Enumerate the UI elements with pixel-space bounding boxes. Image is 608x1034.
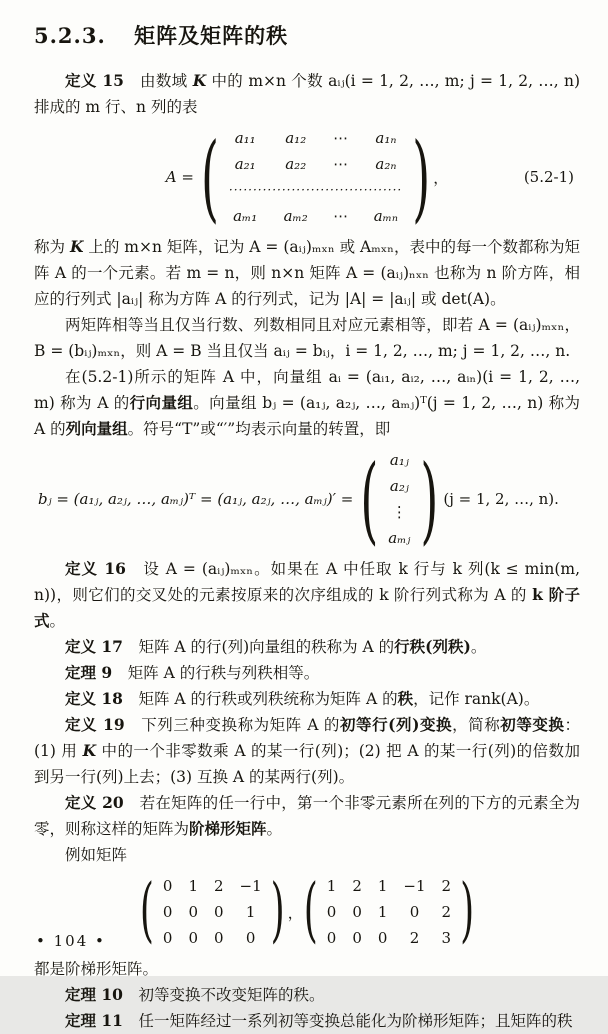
equation-comma: ，: [433, 168, 449, 187]
text-run: 中的 m×n 个数 aᵢⱼ(i = 1, 2, …, m; j = 1, 2, …, n) 排成的 m 行、n 列的表: [34, 72, 580, 116]
matrix-cell: −1: [239, 877, 262, 895]
matrix-cell: 0: [409, 903, 420, 921]
matrix-cell: aₘ₁: [233, 207, 258, 225]
text-run: ，记作 rank(A)。: [413, 690, 540, 708]
matrix-separator: ，: [287, 903, 303, 922]
matrix-cell: ⋯: [333, 207, 349, 225]
equation-rhs: (j = 1, 2, …, n).: [443, 490, 559, 508]
text-run: k 阶子式: [34, 585, 580, 630]
matrix-cell: 0: [326, 903, 337, 921]
text-run: K: [69, 237, 84, 256]
text-run: 。: [470, 638, 487, 656]
text-run: 初等变换: [500, 715, 565, 734]
text-run: 行秩(列秩): [394, 637, 471, 656]
matrix-cell: ····································: [228, 183, 403, 197]
text-run: 初等变换不改变矩阵的秩。: [122, 986, 325, 1004]
paragraph-definition-15: [34, 68, 580, 120]
matrix-table: [319, 873, 459, 951]
text-run: 定义 20: [65, 793, 124, 812]
matrix-cell: aₘ₂: [283, 207, 308, 225]
text-run: 两矩阵相等当且仅当行数、列数相同且对应元素相等，即若 A = (aᵢⱼ)ₘₓₙ，B = (bᵢⱼ)ₘₓₙ，则 A = B 当且仅当 aᵢⱼ = bᵢⱼ，i = 1, 2, …, m; j = 1, 2, …, n.: [34, 316, 580, 360]
text-run: 初等行(列)变换: [340, 715, 453, 734]
text-run: 。: [49, 612, 66, 630]
equation-lhs: bⱼ = (a₁ⱼ, a₂ⱼ, …, aₘⱼ)ᵀ = (a₁ⱼ, a₂ⱼ, …, aₘⱼ)′ =: [38, 490, 354, 508]
matrix-cell: a₂ⱼ: [389, 477, 409, 495]
section-number: 5.2.3.: [34, 23, 106, 48]
text-run: 矩阵 A 的行秩与列秩相等。: [112, 664, 320, 682]
text-run: 下列三种变换称为矩阵 A 的: [124, 716, 340, 734]
left-paren: (: [200, 121, 219, 233]
matrix-cell: a₁₁: [234, 129, 256, 147]
section-title: 矩阵及矩阵的秩: [134, 23, 289, 48]
echelon-matrix-1: [155, 873, 270, 951]
text-run: 列向量组: [65, 419, 128, 438]
text-run: 。: [266, 820, 283, 838]
equation-echelon-examples: [34, 873, 580, 951]
page-number: • 104 •: [36, 932, 106, 950]
matrix-cell: 0: [352, 929, 362, 947]
matrix-cell: 0: [162, 903, 173, 921]
text-run: 定义 18: [65, 689, 123, 708]
paragraph-theorem-10: [34, 982, 580, 1008]
text-run: 。符号“T”或“′”均表示向量的转置，即: [127, 420, 391, 438]
text-run: 例如矩阵: [65, 846, 128, 864]
text-run: 中的一个非零数乘 A 的某一行(列)；(2) 把 A 的某一行(列)的倍数加到另一行(列)上去；(3) 互换 A 的某两行(列)。: [34, 742, 580, 786]
right-paren: ): [270, 871, 285, 951]
matrix-cell: 2: [409, 929, 420, 947]
text-run: 定理 11: [65, 1011, 123, 1030]
paragraph-definition-19: [34, 712, 580, 790]
text-run: 设 A = (aᵢⱼ)ₘₓₙ。如果在 A 中任取 k 行与 k 列(k ≤ min(m, n))，则它们的交叉处的元素按原来的次序组成的 k 阶行列式称为 A 的: [34, 560, 580, 604]
matrix-cell: 2: [441, 877, 452, 895]
section-heading: [34, 20, 580, 50]
matrix-cell: 0: [162, 929, 173, 947]
matrix-cell: 1: [377, 877, 388, 895]
matrix-cell: aₘⱼ: [388, 529, 411, 547]
matrix-cell: a₂₂: [285, 155, 307, 173]
right-paren: ): [460, 871, 475, 951]
equation-column-vector: [34, 443, 580, 555]
matrix-table: [379, 447, 419, 551]
paragraph-definition-20: [34, 790, 580, 842]
paragraph-theorem-9: [34, 660, 580, 686]
paragraph-theorem-11: [34, 1008, 580, 1034]
paragraph-definition-16: [34, 556, 580, 634]
right-paren: ): [420, 443, 439, 555]
matrix-cell: ⋯: [333, 129, 349, 147]
text-run: 在(5.2-1)所示的矩阵 A 中，向量组 aᵢ = (aᵢ₁, aᵢ₂, …, aᵢₙ)(i = 1, 2, …, m) 称为 A 的: [34, 368, 580, 412]
matrix-cell: 1: [188, 877, 198, 895]
paragraph-matrix-equality: [34, 312, 580, 364]
text-run: K: [192, 71, 207, 90]
paragraph-definition-18: [34, 686, 580, 712]
matrix-cell: 1: [377, 903, 388, 921]
matrix-cell: 0: [352, 903, 362, 921]
matrix-cell: aₘₙ: [373, 207, 399, 225]
paragraph-example-intro: [34, 842, 580, 868]
matrix-cell: −1: [403, 877, 426, 895]
text-run: 定义 16: [65, 559, 126, 578]
text-run: 定义 17: [65, 637, 123, 656]
paragraph-row-column-vectors: [34, 364, 580, 442]
text-run: 定理 9: [65, 663, 113, 682]
matrix-table: [155, 873, 270, 951]
matrix-cell: a₂ₙ: [375, 155, 397, 173]
text-run: 秩: [397, 689, 414, 708]
matrix-cell: ⋯: [333, 155, 349, 173]
right-paren: ): [412, 121, 431, 233]
matrix-cell: 0: [162, 877, 173, 895]
matrix-a-general: [220, 125, 411, 229]
matrix-cell: a₂₁: [234, 155, 256, 173]
text-run: ，简称: [452, 716, 501, 734]
equation-tag: (5.2-1): [523, 168, 574, 186]
text-run: 行向量组: [129, 393, 194, 412]
left-paren: (: [303, 871, 318, 951]
text-run: 阶梯形矩阵: [189, 819, 267, 838]
text-run: 。向量组 bⱼ = (a₁ⱼ, a₂ⱼ, …, aₘⱼ)ᵀ(j = 1, 2, …, n) 称为 A 的: [34, 394, 580, 438]
text-run: 都是阶梯形矩阵。: [34, 960, 159, 978]
matrix-cell: a₁ₙ: [375, 129, 397, 147]
matrix-cell: 2: [214, 877, 224, 895]
matrix-cell: 3: [441, 929, 452, 947]
matrix-cell: a₁ⱼ: [389, 451, 409, 469]
text-run: ：(1) 用: [34, 716, 580, 760]
matrix-cell: 1: [245, 903, 256, 921]
text-run: 上的 m×n 矩阵，记为 A = (aᵢⱼ)ₘₓₙ 或 Aₘₓₙ，表中的每一个数都称为矩阵 A 的一个元素。若 m = n，则 n×n 矩阵 A = (aᵢⱼ)ₙₓₙ 也称为 n 阶方阵，相应的行列式 |aᵢⱼ| 称为方阵 A 的行列式，记为 |A| = |aᵢⱼ| 或 det(A)。: [34, 238, 580, 308]
matrix-cell: 0: [245, 929, 256, 947]
matrix-cell: 1: [326, 877, 337, 895]
matrix-cell: 0: [188, 929, 198, 947]
text-run: 矩阵 A 的行(列)向量组的秩称为 A 的: [122, 638, 395, 656]
matrix-cell: 0: [377, 929, 388, 947]
matrix-cell: a₁₂: [285, 129, 307, 147]
text-run: 由数域: [123, 72, 193, 90]
text-run: 定义 19: [65, 715, 125, 734]
matrix-cell: 0: [214, 929, 224, 947]
text-run: 称为: [34, 238, 70, 256]
left-paren: (: [360, 443, 379, 555]
matrix-cell: 0: [326, 929, 337, 947]
paragraph-matrix-naming: [34, 234, 580, 312]
text-run: 矩阵 A 的行秩或列秩统称为矩阵 A 的: [122, 690, 398, 708]
matrix-table: [220, 125, 411, 229]
left-paren: (: [139, 871, 154, 951]
text-run: 定义 15: [65, 71, 124, 90]
echelon-matrix-2: [319, 873, 459, 951]
text-run: 若在矩阵的任一行中，第一个非零元素所在列的下方的元素全为零，则称这样的矩阵为: [34, 794, 580, 838]
equation-lhs: A =: [165, 168, 194, 186]
paragraph-example-outro: [34, 956, 580, 982]
matrix-cell: 2: [352, 877, 362, 895]
matrix-cell: 0: [214, 903, 224, 921]
matrix-cell: 0: [188, 903, 198, 921]
text-run: 任一矩阵经过一系列初等变换总能化为阶梯形矩阵；且矩阵的秩: [122, 1012, 573, 1030]
text-run: 定理 10: [65, 985, 123, 1004]
paragraph-definition-17: [34, 634, 580, 660]
equation-5-2-1: [34, 121, 580, 233]
column-vector-bj: [379, 447, 419, 551]
matrix-cell: ⋮: [391, 503, 407, 521]
matrix-cell: 2: [441, 903, 452, 921]
text-run: K: [82, 741, 97, 760]
